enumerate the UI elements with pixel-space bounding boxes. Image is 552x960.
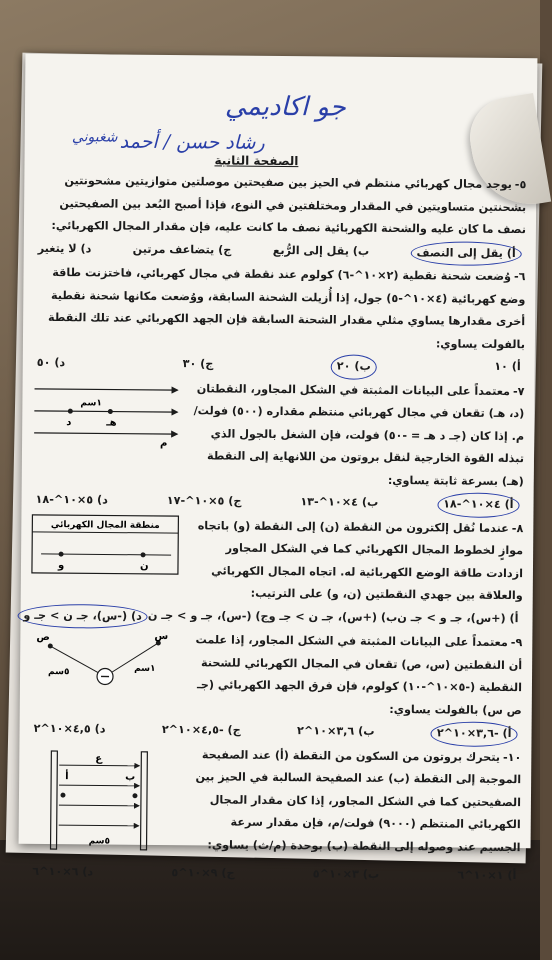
field-region-figure [31,513,182,604]
field-lines-svg [32,376,183,447]
option-c[interactable]: ج) ٥×١٠^-١٧ [166,494,242,508]
label-n: ن [139,560,149,572]
field-line [34,432,177,433]
question-7 [31,376,524,517]
right-plate [141,751,148,849]
point-w [59,551,64,556]
question-number: ٨- [511,521,524,535]
point-p [48,643,53,648]
option-a[interactable]: أ) (+س)، جـ و > جـ ن [397,610,519,625]
handwritten-header: جو اكاديمي [224,91,346,123]
label-s: س [154,630,169,643]
options-row [28,861,520,888]
point-charge-svg [30,628,181,699]
page-title: الصفحة الثانية [214,153,299,169]
label-h: هـ [106,417,117,429]
option-c[interactable]: ج) -٤,٥×١٠^٢ [161,722,241,737]
point-a [60,792,65,797]
label-distance: ١سم [80,397,102,408]
label-p: ص [36,631,50,644]
option-a[interactable]: أ) يقل إلى النصف [410,241,521,266]
field-lines-figure [32,376,183,490]
option-d[interactable]: د) لا يتغير [37,241,92,255]
question-number: ١٠- [502,750,522,764]
region-label: منطقة المجال الكهربائي [50,519,160,531]
label-field: م [160,437,168,449]
point-b [132,793,137,798]
option-b[interactable]: ب) ٢٠ [331,354,377,379]
option-a[interactable]: أ) -٣,٦×١٠^٢ [431,721,518,746]
label-a: أ [65,770,69,782]
label-dist2: ٥سم [48,667,70,678]
parallel-plates-svg [28,742,179,853]
option-d[interactable]: د) (-س)، جـ ن > جـ و [17,603,148,629]
point-h [108,409,113,414]
option-d[interactable]: د) ٦×١٠^٦ [32,864,94,879]
question-number: ٥- [514,178,527,192]
question-number: ٧- [512,384,525,398]
option-b[interactable]: ب) ٣×١٠^٥ [312,867,380,881]
handwritten-nickname: شغبوني [71,129,118,146]
option-c[interactable]: ج) ٣٠ [182,357,214,371]
question-text: معتمداً على البيانات المثبتة في الشكل المجاور، النقطتان (د، هـ) تقعان في مجال كهربائي منتظم مقداره (٥٠٠) فولت/م. إذا كان (جـ د هـ = -٥٠) فولت، فإن الشغل بالجول الذي تبذله القوة الخارجية لنقل بروتون من اللانهاية إلى النقطة (هـ) بسرعة ثابتة يساوي: [193,381,525,488]
questions-list [23,170,527,888]
field-region-svg [31,513,182,576]
field-line [59,765,139,766]
question-text: يتحرك بروتون من السكون من النقطة (أ) عند الصفيحة الموجبة إلى النقطة (ب) عند الصفيحة السالبة في الحيز بين الصفيحتين كما في الشكل المجاور، إذا كان مقدار المجال الكهربائي المنتظم (٩٠٠٠) فولت/م، فإن مقدار سرعة الجسيم عند وصوله إلى النقطة (ب) بوحدة (م/ث) يساوي: [195,747,522,854]
field-line [35,388,178,389]
exam-page [19,54,538,883]
option-a[interactable]: أ) ٤×١٠^-١٨ [437,492,520,517]
question-5 [34,170,527,266]
question-10 [28,742,521,887]
parallel-plates-figure [28,742,179,862]
label-w: و [57,559,65,571]
option-a[interactable]: أ) ١×١٠^٦ [457,868,517,883]
option-b[interactable]: ب) ٤×١٠^-١٣ [300,495,379,509]
question-text: يوجد مجال كهربائي منتظم في الحيز بين صفيحتين موصلتين متوازيتين مشحونتين بشحنتين متساويتين في المقدار ومختلفتين في النوع، فإذا أصبح البُعد بين الصفيحتين نصف ما كان عليه والشحنة الكهربائية نصف ما كانت عليه، فإن مقدار المجال الكهربائي: [51,174,527,237]
question-text: معتمداً على البيانات المثبتة في الشكل المجاور، إذا علمت أن النقطتين (س، ص) تقعان في المجال الكهربائي للشحنة النقطية (-٥×١٠^-١٠) كولوم، فإن فرق الجهد الكهربائي (جـ ص س) بالفولت يساوي: [195,633,523,717]
point-charge-figure [30,628,181,719]
option-d[interactable]: د) ٤,٥×١٠^٢ [33,721,106,736]
point-d [68,408,73,413]
question-number: ٦- [513,270,526,284]
question-number: ٩- [510,636,523,650]
field-line [59,825,139,826]
field-line [59,805,139,806]
handwritten-name: رشاد حسن / أحمد [119,130,265,154]
field-line [34,410,177,411]
option-c[interactable]: ج) يتضاعف مرتين [132,242,232,257]
point-n [141,552,146,557]
field-line [59,785,139,786]
option-d[interactable]: د) ٥×١٠^-١٨ [35,492,108,507]
question-8 [23,513,524,632]
question-6 [33,262,526,381]
question-text: عندما نُقل إلكترون من النقطة (ن) إلى النقطة (و) باتجاه موازٍ لخطوط المجال الكهربائي كما في الشكل المجاور ازدادت طاقة الوضع الكهربائية له. اتجاه المجال الكهربائي والعلاقة بين جهدي النقطتين (ن، و) على الترتيب: [197,518,524,603]
option-b[interactable]: ب) ٣,٦×١٠^٢ [297,724,375,738]
question-9 [29,628,522,747]
option-c[interactable]: ج) (-س)، جـ و > جـ ن [147,608,269,623]
label-distance: ٥سم [88,835,111,847]
question-text: وُضعت شحنة نقطية (٢×١٠^-٦) كولوم عند نقطة في مجال كهربائي، فاختزنت طاقة وضع كهربائية (٤×١٠^-٥) جول، إذا أُزيلت الشحنة السابقة، ووُضعت مكانها شحنة نقطية أخرى مقدارها يساوي مثلي مقدار الشحنة السابقة فإن الجهد الكهربائي عند تلك النقطة بالفولت يساوي: [47,266,526,351]
option-b[interactable]: ب) يقل إلى الرُّبع [272,243,370,258]
label-d: د [66,416,72,428]
option-c[interactable]: ج) ٩×١٠^٥ [171,866,235,880]
label-field: ع [95,752,103,764]
label-b: ب [125,771,136,783]
option-b[interactable]: ب) (+س)، جـ ن > جـ و [268,609,398,624]
option-a[interactable]: أ) ١٠ [494,359,521,374]
divider [32,531,178,532]
label-dist1: ١سم [134,663,156,674]
option-d[interactable]: د) ٥٠ [36,355,66,370]
left-plate [51,751,58,849]
